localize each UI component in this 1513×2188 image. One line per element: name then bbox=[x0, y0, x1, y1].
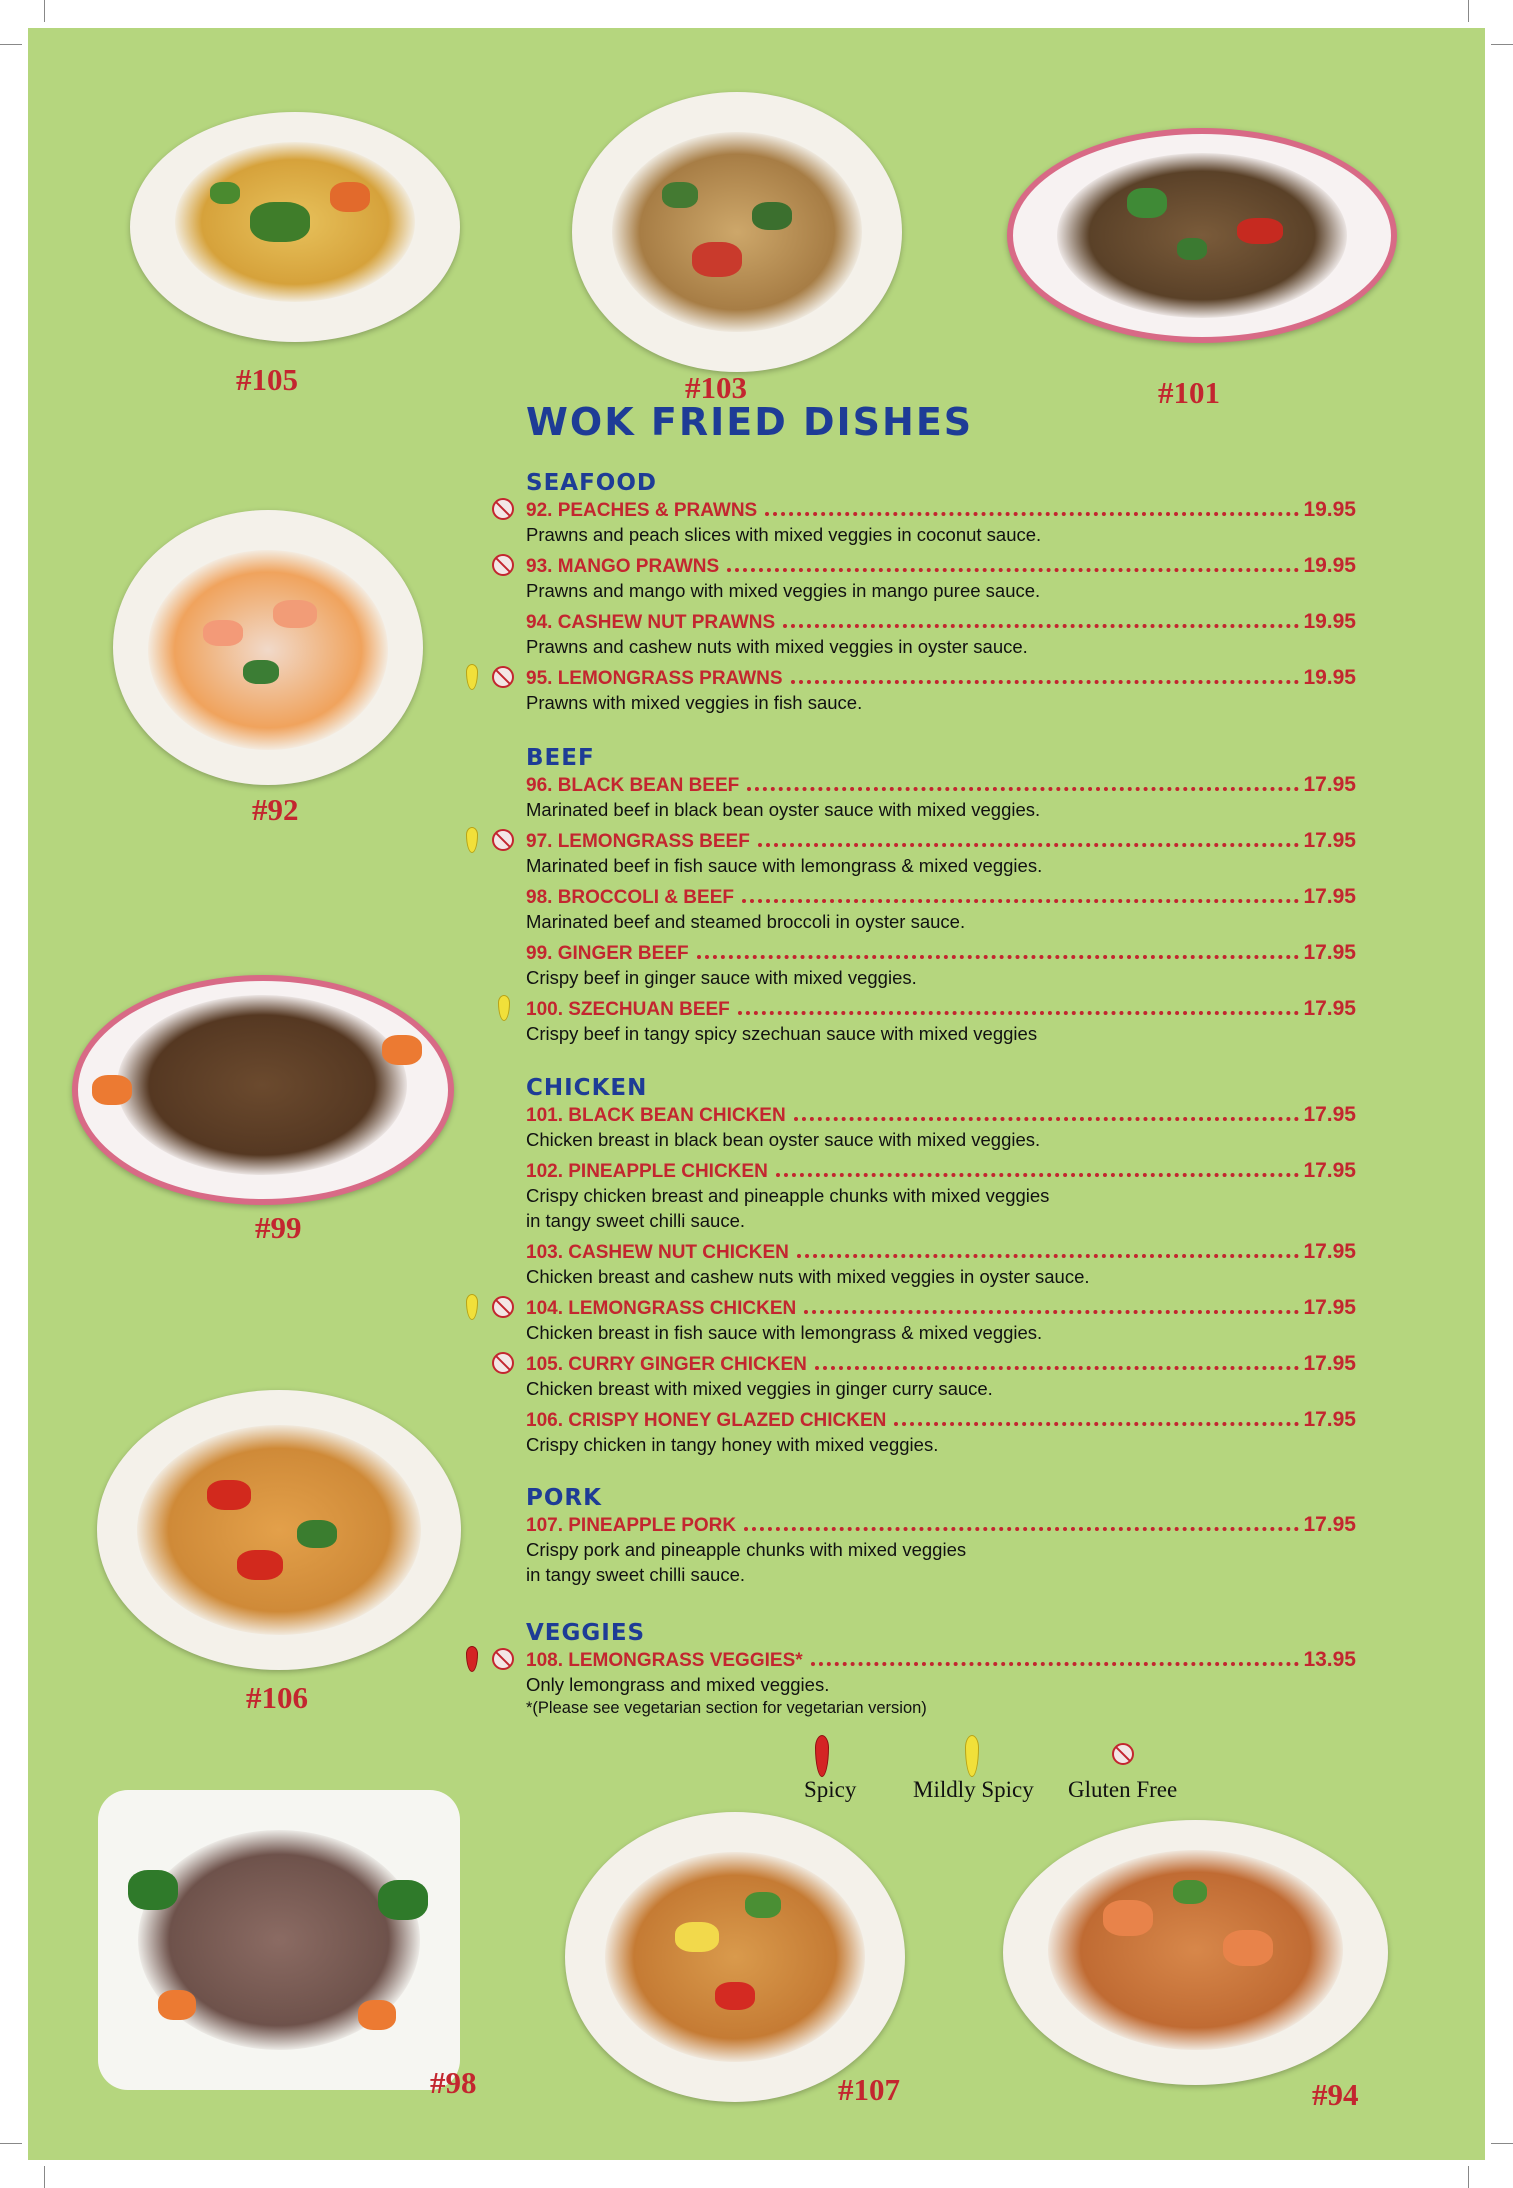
menu-item-description: Crispy chicken breast and pineapple chunks with mixed veggies bbox=[526, 1185, 1050, 1206]
dish-photo-103 bbox=[572, 92, 902, 372]
menu-item-title-line bbox=[526, 939, 1356, 965]
crop-mark bbox=[1491, 44, 1513, 45]
menu-item-price: 17.95 bbox=[1303, 1240, 1356, 1263]
menu-item bbox=[526, 1294, 1356, 1345]
menu-item-name: 101. BLACK BEAN CHICKEN bbox=[526, 1105, 786, 1126]
menu-item bbox=[526, 1101, 1356, 1152]
menu-section-veggies bbox=[526, 1620, 1356, 1724]
dot-leader bbox=[738, 1011, 1300, 1015]
menu-item-price: 17.95 bbox=[1303, 997, 1356, 1020]
legend-spicy: Spicy bbox=[804, 1777, 857, 1802]
menu-item bbox=[526, 939, 1356, 990]
menu-item-price: 17.95 bbox=[1303, 1296, 1356, 1319]
menu-item-title-line bbox=[526, 496, 1356, 522]
menu-item bbox=[526, 1350, 1356, 1401]
crop-mark bbox=[1468, 2166, 1469, 2188]
menu-item bbox=[526, 664, 1356, 715]
spicy-chili-icon bbox=[815, 1735, 829, 1777]
gluten-free-icon bbox=[492, 498, 514, 520]
dot-leader bbox=[811, 1662, 1300, 1666]
legend-mild: Mildly Spicy bbox=[913, 1777, 1034, 1802]
menu-item-name: 106. CRISPY HONEY GLAZED CHICKEN bbox=[526, 1410, 887, 1431]
menu-item bbox=[526, 1238, 1356, 1289]
menu-item-name: 104. LEMONGRASS CHICKEN bbox=[526, 1298, 797, 1319]
menu-item-title-line bbox=[526, 552, 1356, 578]
menu-item-description: Prawns and mango with mixed veggies in mango puree sauce. bbox=[526, 580, 1041, 601]
menu-item-title-line bbox=[526, 1294, 1356, 1320]
dot-leader bbox=[697, 955, 1300, 959]
dish-label-92: #92 bbox=[252, 792, 299, 827]
dot-leader bbox=[815, 1366, 1300, 1370]
menu-item bbox=[526, 552, 1356, 603]
menu-section-beef bbox=[526, 745, 1356, 1051]
dish-label-105: #105 bbox=[236, 362, 298, 397]
dish-label-103: #103 bbox=[685, 370, 747, 405]
menu-item-title-line bbox=[526, 1511, 1356, 1537]
page-title: WOK FRIED DISHES bbox=[526, 400, 974, 444]
menu-item-note: *(Please see vegetarian section for vegetarian version) bbox=[526, 1699, 927, 1717]
menu-item-price: 19.95 bbox=[1303, 554, 1356, 577]
menu-item bbox=[526, 827, 1356, 878]
dot-leader bbox=[804, 1310, 1299, 1314]
menu-item-name: 103. CASHEW NUT CHICKEN bbox=[526, 1242, 789, 1263]
menu-item-description: Crispy pork and pineapple chunks with mixed veggies bbox=[526, 1539, 967, 1560]
menu-item-name: 97. LEMONGRASS BEEF bbox=[526, 831, 750, 852]
menu-item-title-line bbox=[526, 1646, 1356, 1672]
menu-item-price: 17.95 bbox=[1303, 1408, 1356, 1431]
menu-item-price: 17.95 bbox=[1303, 829, 1356, 852]
menu-item-price: 19.95 bbox=[1303, 610, 1356, 633]
menu-item-price: 17.95 bbox=[1303, 1352, 1356, 1375]
gluten-free-icon bbox=[492, 666, 514, 688]
section-heading: PORK bbox=[526, 1485, 602, 1511]
crop-mark bbox=[0, 2143, 22, 2144]
dish-photo-105 bbox=[130, 112, 460, 342]
menu-item-title-line bbox=[526, 827, 1356, 853]
menu-item-description: Marinated beef in black bean oyster sauce with mixed veggies. bbox=[526, 799, 1041, 820]
menu-item-description: in tangy sweet chilli sauce. bbox=[526, 1564, 746, 1585]
menu-item-title-line bbox=[526, 1238, 1356, 1264]
menu-item-description: Crispy beef in ginger sauce with mixed veggies. bbox=[526, 967, 917, 988]
gluten-free-icon bbox=[492, 554, 514, 576]
menu-item bbox=[526, 1511, 1356, 1587]
menu-item-title-line bbox=[526, 1101, 1356, 1127]
menu-item-price: 13.95 bbox=[1303, 1648, 1356, 1671]
menu-item-name: 94. CASHEW NUT PRAWNS bbox=[526, 612, 776, 633]
gluten-free-icon bbox=[492, 829, 514, 851]
menu-item-name: 102. PINEAPPLE CHICKEN bbox=[526, 1161, 768, 1182]
menu-item-price: 17.95 bbox=[1303, 1159, 1356, 1182]
menu-section-seafood bbox=[526, 470, 1356, 720]
dish-label-101: #101 bbox=[1158, 375, 1220, 410]
menu-item bbox=[526, 1157, 1356, 1233]
menu-item-title-line bbox=[526, 1350, 1356, 1376]
menu-item-name: 100. SZECHUAN BEEF bbox=[526, 999, 730, 1020]
menu-item-description: Chicken breast with mixed veggies in ginger curry sauce. bbox=[526, 1378, 993, 1399]
menu-item-title-line bbox=[526, 1406, 1356, 1432]
crop-mark bbox=[44, 2166, 45, 2188]
section-heading: VEGGIES bbox=[526, 1620, 646, 1646]
dish-photo-92 bbox=[113, 510, 423, 785]
dish-label-98: #98 bbox=[430, 2065, 477, 2100]
menu-item bbox=[526, 608, 1356, 659]
menu-item bbox=[526, 995, 1356, 1046]
dot-leader bbox=[758, 843, 1300, 847]
menu-item-description: Prawns and peach slices with mixed veggies in coconut sauce. bbox=[526, 524, 1042, 545]
dot-leader bbox=[747, 787, 1299, 791]
menu-item-title-line bbox=[526, 995, 1356, 1021]
menu-item-name: 93. MANGO PRAWNS bbox=[526, 556, 720, 577]
menu-item-title-line bbox=[526, 771, 1356, 797]
dish-photo-101 bbox=[1007, 128, 1397, 343]
dot-leader bbox=[742, 899, 1299, 903]
menu-item-name: 98. BROCCOLI & BEEF bbox=[526, 887, 734, 908]
menu-item-price: 17.95 bbox=[1303, 773, 1356, 796]
dish-photo-94 bbox=[1003, 1820, 1388, 2085]
menu-item-name: 92. PEACHES & PRAWNS bbox=[526, 500, 758, 521]
legend-gluten-free: Gluten Free bbox=[1068, 1777, 1178, 1802]
menu-item bbox=[526, 1406, 1356, 1457]
gluten-free-icon bbox=[1112, 1743, 1134, 1765]
menu-item-description: Prawns with mixed veggies in fish sauce. bbox=[526, 692, 863, 713]
menu-item bbox=[526, 496, 1356, 547]
menu-item-name: 96. BLACK BEAN BEEF bbox=[526, 775, 740, 796]
gluten-free-icon bbox=[492, 1352, 514, 1374]
menu-item-price: 17.95 bbox=[1303, 941, 1356, 964]
legend bbox=[800, 1735, 1220, 1805]
menu-item-price: 19.95 bbox=[1303, 498, 1356, 521]
menu-item-name: 107. PINEAPPLE PORK bbox=[526, 1515, 737, 1536]
menu-item-description: Chicken breast and cashew nuts with mixed veggies in oyster sauce. bbox=[526, 1266, 1090, 1287]
crop-mark bbox=[1468, 0, 1469, 22]
section-heading: SEAFOOD bbox=[526, 470, 657, 496]
menu-item-name: 105. CURRY GINGER CHICKEN bbox=[526, 1354, 807, 1375]
menu-item-name: 99. GINGER BEEF bbox=[526, 943, 689, 964]
menu-item bbox=[526, 1646, 1356, 1719]
menu-item-title-line bbox=[526, 1157, 1356, 1183]
dot-leader bbox=[797, 1254, 1300, 1258]
menu-item-title-line bbox=[526, 664, 1356, 690]
menu-item-description: in tangy sweet chilli sauce. bbox=[526, 1210, 746, 1231]
menu-item-name: 95. LEMONGRASS PRAWNS bbox=[526, 668, 783, 689]
menu-item-price: 19.95 bbox=[1303, 666, 1356, 689]
gluten-free-icon bbox=[492, 1648, 514, 1670]
dish-photo-98 bbox=[98, 1790, 460, 2090]
menu-item-description: Marinated beef in fish sauce with lemongrass & mixed veggies. bbox=[526, 855, 1043, 876]
dish-label-106: #106 bbox=[246, 1680, 308, 1715]
dot-leader bbox=[791, 680, 1300, 684]
crop-mark bbox=[1491, 2143, 1513, 2144]
dot-leader bbox=[776, 1173, 1300, 1177]
menu-item-name: 108. LEMONGRASS VEGGIES* bbox=[526, 1650, 803, 1671]
dish-photo-106 bbox=[97, 1390, 461, 1670]
section-heading: BEEF bbox=[526, 745, 595, 771]
dish-label-94: #94 bbox=[1312, 2077, 1359, 2112]
menu-item-description: Chicken breast in fish sauce with lemongrass & mixed veggies. bbox=[526, 1322, 1043, 1343]
menu-item bbox=[526, 771, 1356, 822]
menu-item-title-line bbox=[526, 608, 1356, 634]
dot-leader bbox=[744, 1527, 1299, 1531]
menu-item-title-line bbox=[526, 883, 1356, 909]
dish-label-99: #99 bbox=[255, 1210, 302, 1245]
menu-item-description: Marinated beef and steamed broccoli in oyster sauce. bbox=[526, 911, 966, 932]
crop-mark bbox=[44, 0, 45, 22]
menu-section-pork bbox=[526, 1485, 1356, 1592]
menu-item-description: Only lemongrass and mixed veggies. bbox=[526, 1674, 830, 1695]
mild-chili-icon bbox=[965, 1735, 979, 1777]
menu-content bbox=[526, 400, 1356, 1717]
dot-leader bbox=[783, 624, 1299, 628]
gluten-free-icon bbox=[492, 1296, 514, 1318]
menu-item-price: 17.95 bbox=[1303, 885, 1356, 908]
dot-leader bbox=[794, 1117, 1300, 1121]
dot-leader bbox=[765, 512, 1299, 516]
menu-item-description: Crispy chicken in tangy honey with mixed veggies. bbox=[526, 1434, 939, 1455]
dish-photo-99 bbox=[72, 975, 454, 1205]
menu-item-description: Chicken breast in black bean oyster sauce with mixed veggies. bbox=[526, 1129, 1041, 1150]
section-heading: CHICKEN bbox=[526, 1075, 648, 1101]
menu-section-chicken bbox=[526, 1075, 1356, 1462]
crop-mark bbox=[0, 44, 22, 45]
dot-leader bbox=[894, 1422, 1299, 1426]
menu-item-price: 17.95 bbox=[1303, 1513, 1356, 1536]
menu-item-description: Crispy beef in tangy spicy szechuan sauce with mixed veggies bbox=[526, 1023, 1038, 1044]
dish-label-107: #107 bbox=[838, 2072, 900, 2107]
menu-item bbox=[526, 883, 1356, 934]
dot-leader bbox=[727, 568, 1299, 572]
menu-item-price: 17.95 bbox=[1303, 1103, 1356, 1126]
dish-photo-107 bbox=[565, 1812, 905, 2102]
menu-item-description: Prawns and cashew nuts with mixed veggies in oyster sauce. bbox=[526, 636, 1028, 657]
